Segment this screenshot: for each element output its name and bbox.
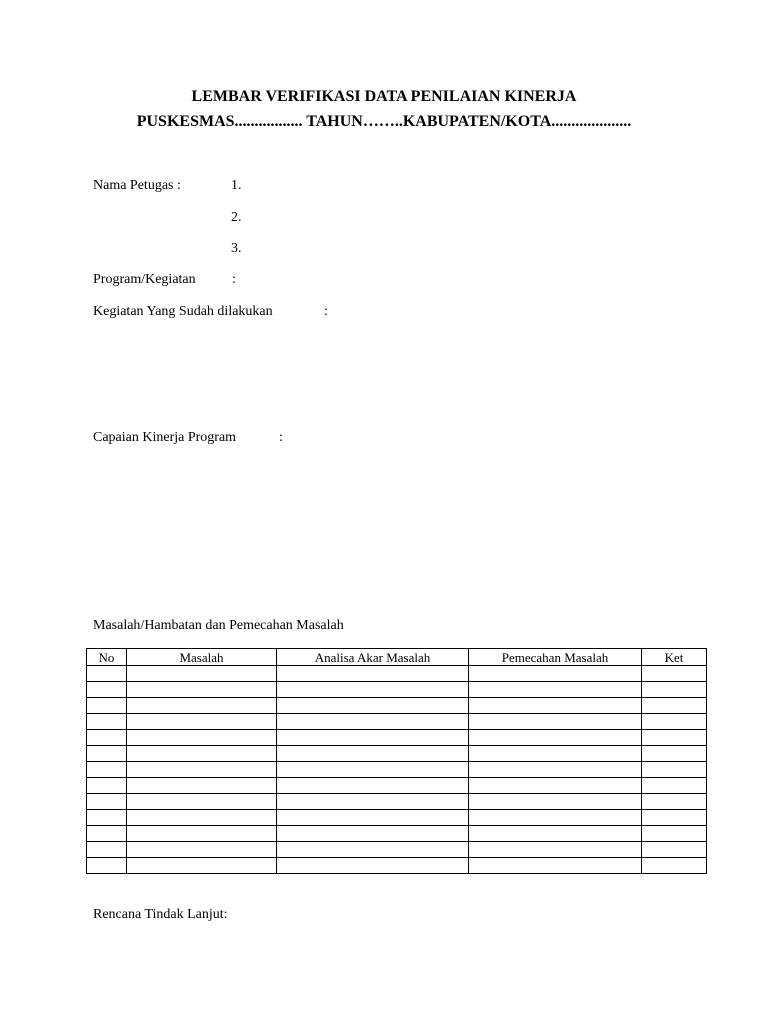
table-cell — [469, 778, 642, 794]
document-title-line-1: LEMBAR VERIFIKASI DATA PENILAIAN KINERJA — [191, 88, 577, 105]
table-cell — [642, 666, 707, 682]
table-row — [87, 746, 707, 762]
table-cell — [87, 682, 127, 698]
table-cell — [277, 778, 469, 794]
table-row — [87, 858, 707, 874]
table-cell — [87, 842, 127, 858]
table-row — [87, 826, 707, 842]
petugas-number-2: 2. — [231, 210, 242, 225]
table-row — [87, 762, 707, 778]
table-cell — [87, 666, 127, 682]
table-cell — [127, 730, 277, 746]
table-cell — [277, 762, 469, 778]
table-cell — [277, 714, 469, 730]
table-cell — [469, 826, 642, 842]
kegiatan-dilakukan-colon: : — [324, 304, 328, 319]
table-cell — [642, 794, 707, 810]
kegiatan-dilakukan-label: Kegiatan Yang Sudah dilakukan — [93, 304, 273, 319]
table-row — [87, 810, 707, 826]
table-cell — [277, 698, 469, 714]
table-cell — [277, 842, 469, 858]
table-cell — [469, 858, 642, 874]
table-cell — [642, 826, 707, 842]
table-cell — [87, 698, 127, 714]
table-cell — [277, 730, 469, 746]
rencana-tindak-lanjut-label: Rencana Tindak Lanjut: — [93, 907, 228, 922]
table-cell — [127, 810, 277, 826]
column-header-analisa: Analisa Akar Masalah — [277, 649, 469, 666]
table-cell — [642, 858, 707, 874]
table-cell — [127, 762, 277, 778]
table-cell — [469, 842, 642, 858]
table-row — [87, 842, 707, 858]
table-cell — [642, 698, 707, 714]
table-header-row — [87, 649, 707, 666]
table-row — [87, 714, 707, 730]
table-cell — [127, 682, 277, 698]
table-cell — [469, 714, 642, 730]
program-kegiatan-colon: : — [232, 272, 236, 287]
table-cell — [87, 858, 127, 874]
table-row — [87, 682, 707, 698]
table-cell — [127, 666, 277, 682]
table-cell — [469, 762, 642, 778]
table-cell — [127, 746, 277, 762]
table-cell — [87, 810, 127, 826]
table-cell — [469, 794, 642, 810]
table-row — [87, 778, 707, 794]
petugas-number-3: 3. — [231, 241, 242, 256]
table-cell — [277, 666, 469, 682]
table-cell — [642, 842, 707, 858]
table-cell — [127, 858, 277, 874]
column-header-masalah: Masalah — [127, 649, 277, 666]
problems-section-heading: Masalah/Hambatan dan Pemecahan Masalah — [93, 618, 344, 633]
table-cell — [277, 682, 469, 698]
table-cell — [469, 746, 642, 762]
table-cell — [127, 714, 277, 730]
table-cell — [87, 826, 127, 842]
table-cell — [87, 794, 127, 810]
table-row — [87, 698, 707, 714]
document-title-line-2: PUSKESMAS................. TAHUN……..KABUPATEN/KOTA.................... — [136, 113, 632, 130]
table-cell — [277, 794, 469, 810]
table-cell — [469, 698, 642, 714]
petugas-number-1: 1. — [231, 178, 242, 193]
table-cell — [127, 698, 277, 714]
table-cell — [469, 682, 642, 698]
table-cell — [642, 730, 707, 746]
table-cell — [642, 682, 707, 698]
table-cell — [277, 858, 469, 874]
table-cell — [469, 666, 642, 682]
table-cell — [87, 730, 127, 746]
capaian-kinerja-label: Capaian Kinerja Program — [93, 430, 237, 445]
table-cell — [469, 810, 642, 826]
table-cell — [127, 826, 277, 842]
table-cell — [277, 826, 469, 842]
program-kegiatan-label: Program/Kegiatan — [93, 272, 196, 287]
table-cell — [642, 746, 707, 762]
table-cell — [87, 746, 127, 762]
table-cell — [87, 714, 127, 730]
table-cell — [277, 746, 469, 762]
column-header-ket: Ket — [642, 649, 707, 666]
table-cell — [277, 810, 469, 826]
column-header-no: No — [87, 649, 127, 666]
problems-table — [86, 648, 707, 874]
table-row — [87, 666, 707, 682]
table-cell — [469, 730, 642, 746]
table-cell — [642, 810, 707, 826]
table-cell — [87, 778, 127, 794]
table-row — [87, 794, 707, 810]
problems-table-body — [87, 666, 707, 874]
table-cell — [642, 778, 707, 794]
table-row — [87, 730, 707, 746]
table-cell — [87, 762, 127, 778]
nama-petugas-label: Nama Petugas : — [93, 178, 181, 193]
column-header-pemecahan: Pemecahan Masalah — [469, 649, 642, 666]
table-cell — [127, 794, 277, 810]
table-cell — [642, 762, 707, 778]
capaian-kinerja-colon: : — [279, 430, 283, 445]
table-cell — [127, 842, 277, 858]
table-cell — [127, 778, 277, 794]
table-cell — [642, 714, 707, 730]
